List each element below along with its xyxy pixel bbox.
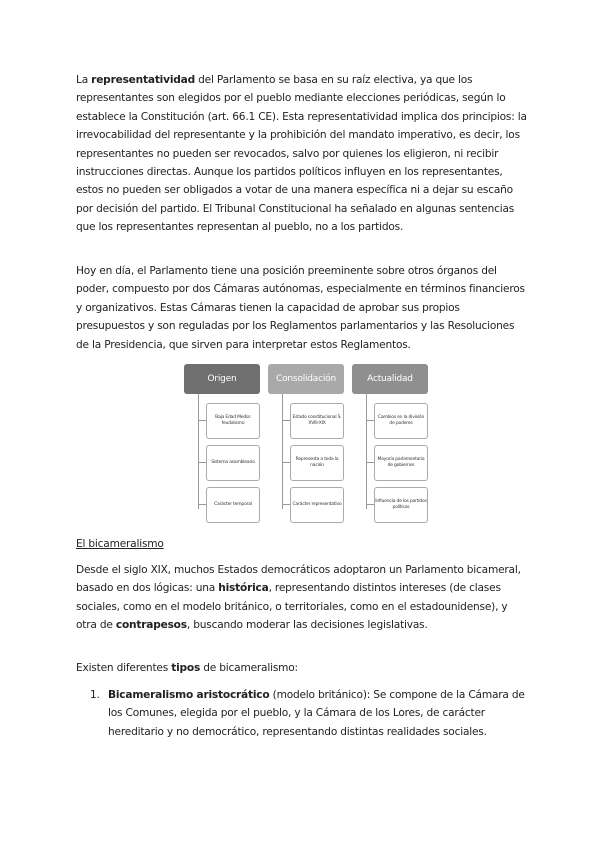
paragraph-parlamento-hoy: Hoy en día, el Parlamento tiene una posición preeminente sobre otros órganos del poder, compuesto por dos Cámaras autónomas, especialmente en términos financieros y organizativos. Estas Cámaras tienen la capacidad de aprobar sus propios presupuestos y son reguladas por los Reglamentos parlamentarios y las Resoluciones de la Presidencia, que sirven para interpretar estos Reglamentos.: [76, 265, 525, 351]
column-header: Origen: [184, 364, 260, 394]
paragraph-tipos: [76, 659, 528, 677]
paragraph-representatividad: [76, 71, 528, 237]
connector: [282, 394, 283, 509]
diagram-box: Baja Edad Media: feudalismo: [206, 403, 260, 439]
text: , representando distintos intereses (de clases sociales, como en el modelo británico, o territoriales, como en el estadounidense), y otra de: [76, 582, 508, 632]
text: , buscando moderar las decisiones legislativas.: [186, 619, 428, 632]
text: La: [76, 74, 92, 86]
text: de bicameralismo:: [200, 662, 298, 674]
bold-term: Bicameralismo aristocrático: [108, 689, 270, 701]
bold-term: tipos: [171, 662, 201, 674]
diagram-box: Mayoría parlamentaria de gobiernos: [374, 445, 428, 481]
paragraph-bicameral: [76, 561, 528, 635]
bold-term: representatividad: [91, 74, 195, 86]
diagram-box: Estado constitucional S. XVIII-XIX: [290, 403, 344, 439]
list-number: 1.: [90, 689, 100, 701]
list-item: [90, 686, 528, 741]
text: Desde el siglo XIX, muchos Estados democráticos adoptaron un Parlamento bicameral, basado en dos lógicas: una: [76, 564, 521, 595]
diagram-box: Representa a toda la nación: [290, 445, 344, 481]
text: Existen diferentes: [76, 662, 172, 674]
connector: [366, 394, 367, 509]
diagram-column: [352, 364, 428, 520]
bold-term: histórica: [218, 582, 269, 595]
bold-term: contrapesos: [115, 619, 187, 632]
column-header: Consolidación: [268, 364, 344, 394]
text: del Parlamento se basa en su raíz electiva, ya que los representantes son elegidos por el pueblo mediante elecciones periódicas, según lo establece la Constitución (art. 66.1 CE). Esta representatividad implica dos principios: la irrevocabilidad del representante y la prohibición del mandato imperativo, es decir, los representantes no pueden ser revocados, salvo por quienes los eligieron, ni recibir instrucciones directas. Aunque los partidos políticos influyen en los representantes, estos no pueden ser obligados a votar de una manera específica ni a dejar su escaño por decisión del partido. El Tribunal Constitucional ha señalado en algunas sentencias que los representantes representan al pueblo, no a los partidos.: [76, 74, 527, 234]
diagram-box: Carácter representativo: [290, 487, 344, 523]
section-heading: El bicameralismo: [76, 538, 164, 550]
diagram-column: [184, 364, 260, 520]
diagram-box: Cambios en la división de poderes: [374, 403, 428, 439]
types-list: [90, 686, 528, 741]
connector: [198, 394, 199, 509]
diagram-box: Carácter temporal: [206, 487, 260, 523]
diagram-box: Sistema asambleario: [206, 445, 260, 481]
column-header: Actualidad: [352, 364, 428, 394]
diagram-column: [268, 364, 344, 520]
evolution-diagram: [184, 364, 430, 520]
text: (modelo británico): Se compone de la Cámara de los Comunes, elegida por el pueblo, y la Cámara de los Lores, de carácter hereditario y no democrático, representando distintas realidades sociales.: [108, 689, 525, 738]
diagram-box: Influencia de los partidos políticos: [374, 487, 428, 523]
